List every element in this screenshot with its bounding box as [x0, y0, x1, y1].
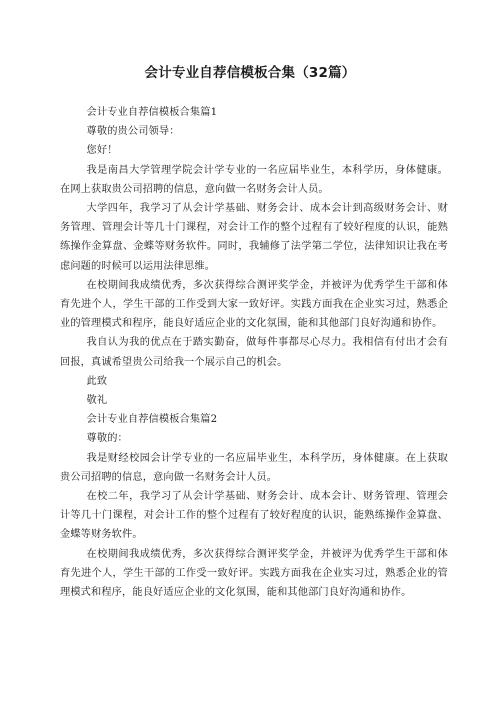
- paragraph: 在校期间我成绩优秀，多次获得综合测评奖学金，并被评为优秀学生干部和体育先进个人，学生干部的工作受到大家一致好评。实践方面我在企业实习过，熟悉企业的管理模式和程序，能良好适应企业的文化氛围，能和其他部门良好沟通和协作。: [60, 279, 448, 330]
- salutation-2: 尊敬的：: [86, 433, 128, 445]
- paragraph: 在校期间我成绩优秀，多次获得综合测评奖学金，并被评为优秀学生干部和体育先进个人，学生干部的工作受一致好评。实践方面我在企业实习过，熟悉企业的管理模式和程序，能良好适应企业的文化氛围，能和其他部门良好沟通和协作。: [60, 548, 448, 599]
- paragraph: 大学四年，我学习了从会计学基础、财务会计、成本会计到高级财务会计、财务管理、管理会计等几十门课程，对会计工作的整个过程有了较好程度的认识，能熟练操作金算盘、金蝶等财务软件。同时，我辅修了法学第二学位，法律知识让我在考虑问题的时候可以运用法律思维。: [60, 203, 448, 272]
- salutation-1: 尊敬的贵公司领导：: [86, 126, 180, 138]
- paragraph: 我自认为我的优点在于踏实勤奋，做每件事都尽心尽力。我相信有付出才会有回报，真诚希望贵公司给我一个展示自己的机会。: [60, 337, 448, 368]
- paragraph: 在校二年，我学习了从会计学基础、财务会计、成本会计、财务管理、管理会计等几十门课程，对会计工作的整个过程有了较好程度的认识，能熟练操作金算盘、金蝶等财务软件。: [60, 491, 448, 541]
- greeting: 您好！: [86, 145, 118, 157]
- section-heading-1: 会计专业自荐信模板合集篇1: [86, 107, 218, 118]
- document-body: [60, 103, 448, 602]
- closing-line: 敬礼: [86, 395, 108, 407]
- paragraph: 我是财经校园会计学专业的一名应届毕业生，本科学历，身体健康。在上获取贵公司招聘的信息，意向做一名财务会计人员。: [60, 452, 448, 483]
- paragraph: 我是南昌大学管理学院会计学专业的一名应届毕业生，本科学历，身体健康。在网上获取贵公司招聘的信息，意向做一名财务会计人员。: [60, 164, 448, 195]
- document-title: 会计专业自荐信模板合集（32篇）: [144, 65, 356, 81]
- section-heading-2: 会计专业自荐信模板合集篇2: [86, 414, 218, 426]
- closing-line: 此致: [86, 375, 108, 387]
